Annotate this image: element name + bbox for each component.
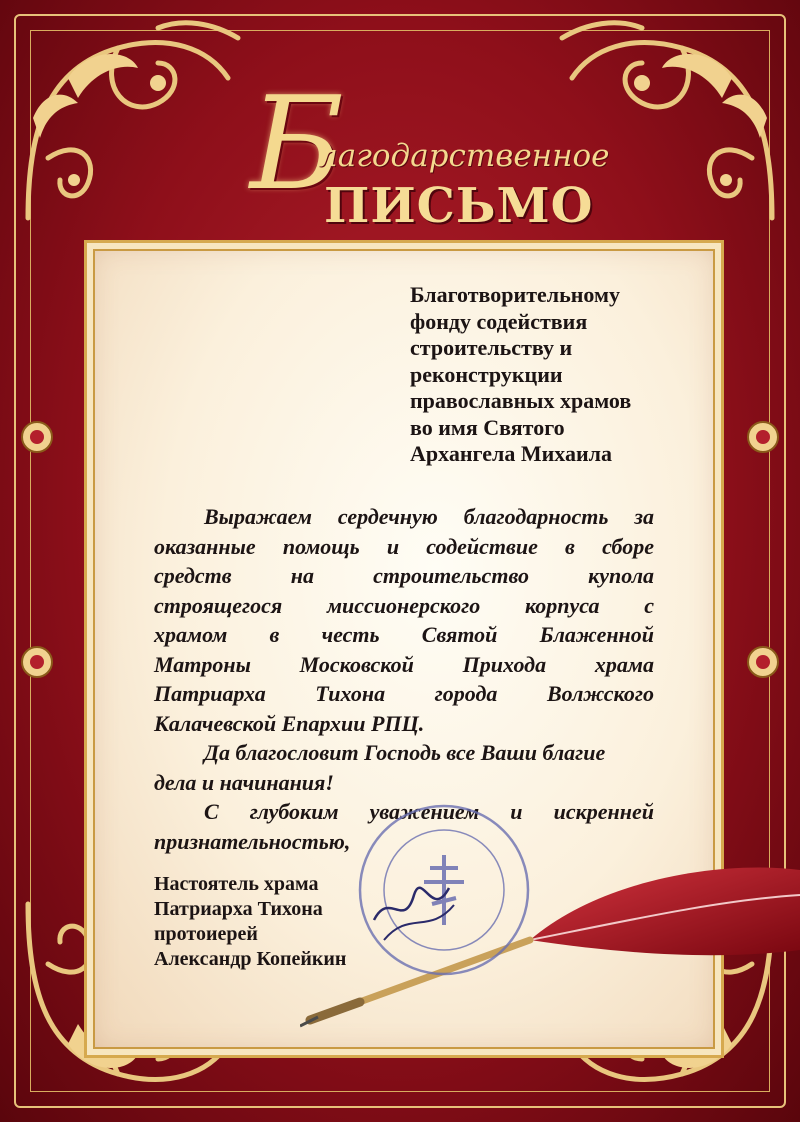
- left-medallion-upper: [20, 420, 54, 454]
- title-initial-letter: Б: [250, 70, 345, 219]
- addressee-line: строительству и: [410, 335, 573, 360]
- addressee-line: реконструкции: [410, 361, 563, 387]
- left-medallion-lower: [20, 645, 54, 679]
- body-line: Матроны Московской Прихода храма: [154, 651, 654, 677]
- signature-line: Патриарха Тихона: [154, 898, 323, 920]
- body-line: признательностью,: [154, 828, 351, 854]
- title-line-1: лагодарственное: [318, 138, 610, 174]
- body-line: средств на строительство купола: [154, 563, 654, 588]
- addressee-line: Архангела Михаила: [410, 441, 612, 466]
- title-line-2: ПИСЬМО: [324, 178, 594, 234]
- signature-line: протоиерей: [154, 923, 258, 945]
- right-medallion-lower: [746, 645, 780, 679]
- body-line: дела и начинания!: [154, 769, 334, 795]
- addressee-line: Благотворительному: [410, 282, 620, 307]
- body-line: Да благословит Господь все Ваши благие: [204, 740, 606, 765]
- signature-line: Настоятель храма: [154, 873, 319, 895]
- body-line: Калачевской Епархии РПЦ.: [154, 710, 425, 736]
- body-line: оказанные помощь и содействие в сборе: [154, 533, 654, 559]
- body-line: храмом в честь Святой Блаженной: [154, 622, 654, 647]
- body-line: Патриарха Тихона города Волжского: [154, 681, 654, 706]
- body-line: С глубоким уважением и искренней: [204, 799, 654, 824]
- addressee-line: во имя Святого: [410, 414, 565, 440]
- body-line: строящегося миссионерского корпуса с: [154, 592, 654, 618]
- addressee-block: [410, 282, 710, 468]
- addressee-line: фонду содействия: [410, 308, 588, 334]
- addressee-line: православных храмов: [410, 388, 632, 413]
- right-medallion-upper: [746, 420, 780, 454]
- body-line: Выражаем сердечную благодарность за: [204, 504, 654, 529]
- signature-block: [154, 872, 394, 972]
- certificate-title: [0, 60, 800, 240]
- signature-line: Александр Копейкин: [154, 948, 347, 970]
